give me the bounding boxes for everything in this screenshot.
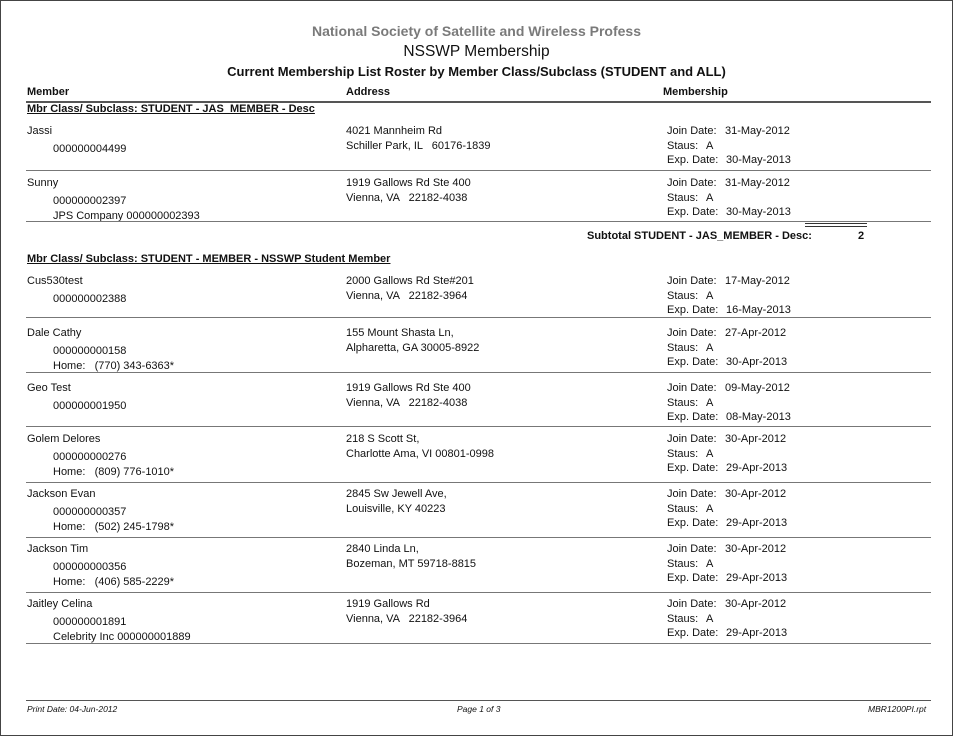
member-name: Geo Test (27, 382, 71, 394)
status-label: Staus: (667, 448, 699, 460)
report-title: NSSWP Membership (403, 43, 550, 60)
status-label: Staus: (667, 290, 699, 302)
join-date-value: 09-May-2012 (725, 382, 790, 394)
join-date-label: Join Date: (667, 488, 717, 500)
address-line-1: 155 Mount Shasta Ln, (346, 327, 454, 339)
record-divider (26, 592, 931, 593)
status-value: A (706, 397, 714, 409)
exp-date-label: Exp. Date: (667, 206, 719, 218)
join-date-value: 30-Apr-2012 (725, 433, 787, 445)
address-line-2: Alpharetta, GA 30005-8922 (346, 342, 480, 354)
status-label: Staus: (667, 397, 699, 409)
join-date-label: Join Date: (667, 125, 717, 137)
address-line-1: 2000 Gallows Rd Ste#201 (346, 275, 474, 287)
address-line-1: 4021 Mannheim Rd (346, 125, 443, 137)
member-name: Cus530test (27, 275, 83, 287)
class-group-header: Mbr Class/ Subclass: STUDENT - JAS_MEMBER - Desc (27, 103, 315, 115)
organization-name: National Society of Satellite and Wireless Profess (312, 23, 641, 39)
status-label: Staus: (667, 558, 699, 570)
member-id: 000000000356 (53, 561, 127, 573)
exp-date-label: Exp. Date: (667, 356, 719, 368)
exp-date-value: 29-Apr-2013 (726, 462, 788, 474)
exp-date-label: Exp. Date: (667, 304, 719, 316)
status-value: A (706, 558, 714, 570)
member-name: Dale Cathy (27, 327, 82, 339)
join-date-value: 31-May-2012 (725, 125, 790, 137)
join-date-label: Join Date: (667, 598, 717, 610)
address-line-2: Louisville, KY 40223 (346, 503, 446, 515)
address-line-1: 1919 Gallows Rd (346, 598, 430, 610)
member-id: 000000002388 (53, 293, 127, 305)
status-value: A (706, 503, 714, 515)
exp-date-value: 29-Apr-2013 (726, 627, 788, 639)
member-name: Golem Delores (27, 433, 101, 445)
address-line-1: 1919 Gallows Rd Ste 400 (346, 177, 471, 189)
address-line-1: 1919 Gallows Rd Ste 400 (346, 382, 471, 394)
status-value: A (706, 342, 714, 354)
member-extra-info: Home: (406) 585-2229* (53, 576, 175, 588)
join-date-label: Join Date: (667, 177, 717, 189)
member-name: Jackson Tim (27, 543, 89, 555)
member-extra-info: Celebrity Inc 000000001889 (53, 631, 191, 643)
address-line-2: Vienna, VA 22182-4038 (346, 192, 468, 204)
subtotal-value: 2 (858, 230, 865, 242)
address-line-2: Bozeman, MT 59718-8815 (346, 558, 477, 570)
record-divider (26, 372, 931, 373)
address-line-2: Schiller Park, IL 60176-1839 (346, 140, 491, 152)
footer-divider (26, 700, 931, 701)
member-extra-info: Home: (809) 776-1010* (53, 466, 175, 478)
status-label: Staus: (667, 613, 699, 625)
record-divider (26, 537, 931, 538)
join-date-label: Join Date: (667, 433, 717, 445)
exp-date-value: 30-Apr-2013 (726, 356, 788, 368)
status-label: Staus: (667, 192, 699, 204)
address-line-2: Charlotte Ama, VI 00801-0998 (346, 448, 494, 460)
column-header-member: Member (27, 86, 70, 98)
join-date-value: 30-Apr-2012 (725, 543, 787, 555)
status-label: Staus: (667, 140, 699, 152)
exp-date-label: Exp. Date: (667, 627, 719, 639)
member-id: 000000000158 (53, 345, 127, 357)
status-label: Staus: (667, 342, 699, 354)
join-date-label: Join Date: (667, 543, 717, 555)
join-date-label: Join Date: (667, 275, 717, 287)
record-divider (26, 221, 931, 222)
status-value: A (706, 290, 714, 302)
join-date-value: 30-Apr-2012 (725, 488, 787, 500)
column-header-address: Address (346, 86, 391, 98)
column-header-membership: Membership (663, 86, 728, 98)
report-subtitle: Current Membership List Roster by Member Class/Subclass (STUDENT and ALL) (227, 64, 726, 79)
exp-date-label: Exp. Date: (667, 517, 719, 529)
exp-date-value: 29-Apr-2013 (726, 572, 788, 584)
address-line-1: 2845 Sw Jewell Ave, (346, 488, 447, 500)
join-date-label: Join Date: (667, 382, 717, 394)
record-divider (26, 482, 931, 483)
exp-date-value: 30-May-2013 (726, 206, 791, 218)
member-extra-info: Home: (770) 343-6363* (53, 360, 175, 372)
member-name: Jassi (27, 125, 53, 137)
print-date: Print Date: 04-Jun-2012 (27, 704, 118, 714)
member-id: 000000001891 (53, 616, 127, 628)
address-line-1: 218 S Scott St, (346, 433, 420, 445)
member-extra-info: JPS Company 000000002393 (53, 210, 200, 222)
status-value: A (706, 613, 714, 625)
member-name: Sunny (27, 177, 59, 189)
exp-date-label: Exp. Date: (667, 462, 719, 474)
exp-date-value: 29-Apr-2013 (726, 517, 788, 529)
subtotal-double-rule (805, 223, 867, 227)
join-date-value: 30-Apr-2012 (725, 598, 787, 610)
exp-date-value: 08-May-2013 (726, 411, 791, 423)
status-label: Staus: (667, 503, 699, 515)
member-extra-info: Home: (502) 245-1798* (53, 521, 175, 533)
record-divider (26, 426, 931, 427)
member-name: Jaitley Celina (27, 598, 93, 610)
member-id: 000000002397 (53, 195, 127, 207)
member-id: 000000001950 (53, 400, 127, 412)
address-line-2: Vienna, VA 22182-3964 (346, 613, 468, 625)
status-value: A (706, 140, 714, 152)
join-date-value: 27-Apr-2012 (725, 327, 787, 339)
member-id: 000000000357 (53, 506, 127, 518)
status-value: A (706, 192, 714, 204)
record-divider (26, 643, 931, 644)
exp-date-label: Exp. Date: (667, 154, 719, 166)
join-date-value: 31-May-2012 (725, 177, 790, 189)
member-id: 000000004499 (53, 143, 127, 155)
report-file-name: MBR1200PI.rpt (868, 704, 927, 714)
exp-date-value: 30-May-2013 (726, 154, 791, 166)
page-number: Page 1 of 3 (457, 704, 501, 714)
record-divider (26, 170, 931, 171)
exp-date-label: Exp. Date: (667, 411, 719, 423)
exp-date-label: Exp. Date: (667, 572, 719, 584)
address-line-1: 2840 Linda Ln, (346, 543, 419, 555)
subtotal-label: Subtotal STUDENT - JAS_MEMBER - Desc: (587, 230, 812, 242)
record-divider (26, 317, 931, 318)
class-group-header: Mbr Class/ Subclass: STUDENT - MEMBER - NSSWP Student Member (27, 253, 391, 265)
join-date-label: Join Date: (667, 327, 717, 339)
address-line-2: Vienna, VA 22182-4038 (346, 397, 468, 409)
exp-date-value: 16-May-2013 (726, 304, 791, 316)
member-id: 000000000276 (53, 451, 127, 463)
join-date-value: 17-May-2012 (725, 275, 790, 287)
address-line-2: Vienna, VA 22182-3964 (346, 290, 468, 302)
member-name: Jackson Evan (27, 488, 96, 500)
status-value: A (706, 448, 714, 460)
